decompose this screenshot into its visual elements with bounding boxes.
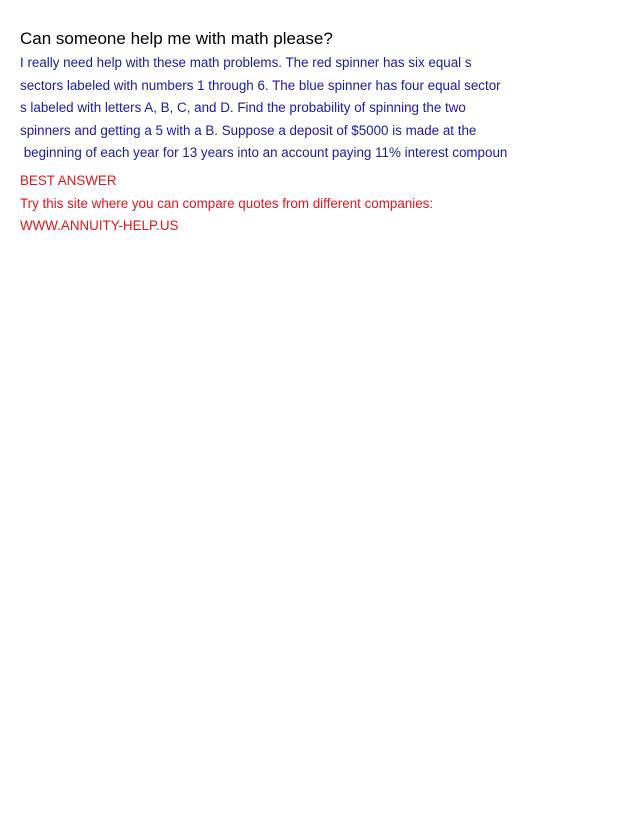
question-line: sectors labeled with numbers 1 through 6. The blue spinner has four equal sector	[20, 77, 501, 93]
question-line: spinners and getting a 5 with a B. Suppose a deposit of $5000 is made at the	[20, 122, 477, 138]
answer-heading: BEST ANSWER	[20, 172, 117, 188]
question-line: I really need help with these math problems. The red spinner has six equal s	[20, 55, 472, 70]
answer-section	[20, 170, 620, 238]
document-content	[20, 27, 620, 238]
page-title: Can someone help me with math please?	[20, 29, 333, 48]
question-body	[20, 52, 620, 165]
answer-line: Try this site where you can compare quotes from different companies:	[20, 195, 434, 211]
question-line: s labeled with letters A, B, C, and D. Find the probability of spinning the two	[20, 100, 466, 116]
answer-link-text: WWW.ANNUITY-HELP.US	[20, 218, 179, 234]
question-line: beginning of each year for 13 years into an account paying 11% interest compoun	[20, 145, 508, 161]
